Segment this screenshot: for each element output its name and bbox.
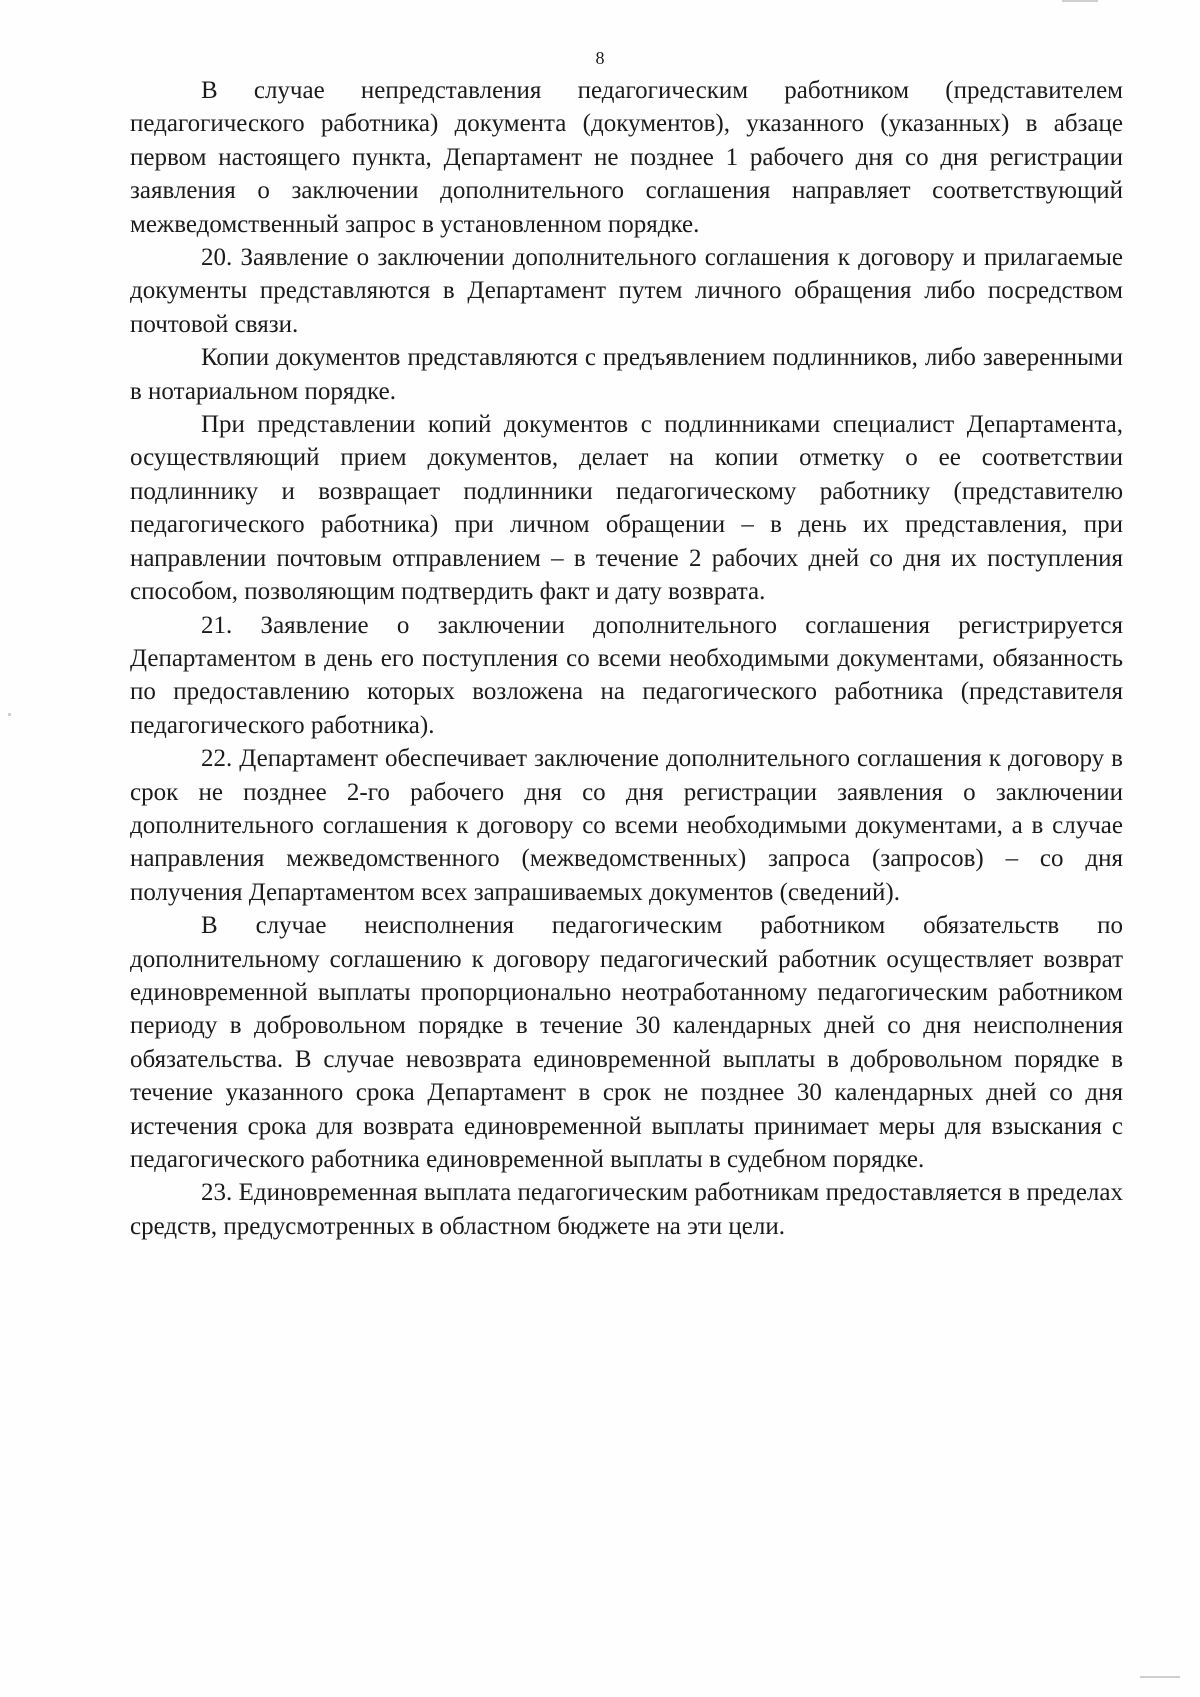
scan-artifact: [1062, 0, 1098, 2]
paragraph-interagency-request: В случае непредставления педагогическим работником (представителем педагогического работника) документа (документов), указанного (указанных) в абзаце первом настоящего пункта, Департамент не позднее 1 рабочего дня со дня регистрации заявления о заключении дополнительного соглашения направляет соответствующий межведомственный запрос в установленном порядке.: [130, 77, 1123, 238]
paragraph-23-budget: 23. Единовременная выплата педагогическим работникам предоставляется в пределах средств, предусмотренных в областном бюджете на эти цели.: [130, 1179, 1123, 1240]
paragraph-20-submission: 20. Заявление о заключении дополнительного соглашения к договору и прилагаемые документы представляются в Департамент путем личного обращения либо посредством почтовой связи.: [130, 244, 1123, 338]
paragraph-22-conclusion: 22. Департамент обеспечивает заключение дополнительного соглашения к договору в срок не позднее 2-го рабочего дня со дня регистрации заявления о заключении дополнительного соглашения к договору со всеми необходимыми документами, а в случае направления межведомственного (межведомственных) запроса (запросов) – со дня получения Департаментом всех запрашиваемых документов (сведений).: [130, 745, 1123, 906]
page-number: 8: [595, 48, 605, 68]
scan-artifact: [8, 713, 11, 716]
paragraph-copies-verification: При представлении копий документов с подлинниками специалист Департамента, осуществляющий прием документов, делает на копии отметку о ее соответствии подлиннику и возвращает подлинники педагогическому работнику (представителю педагогического работника) при личном обращении – в день их представления, при направлении почтовым отправлением – в течение 2 рабочих дней со дня их поступления способом, позволяющим подтвердить факт и дату возврата.: [130, 411, 1123, 606]
document-body: [130, 74, 1123, 1243]
paragraph-copies: Копии документов представляются с предъявлением подлинников, либо заверенными в нотариальном порядке.: [130, 344, 1123, 405]
scan-artifact: [1140, 1676, 1180, 1678]
paragraph-21-registration: 21. Заявление о заключении дополнительного соглашения регистрируется Департаментом в день его поступления со всеми необходимыми документами, обязанность по предоставлению которых возложена на педагогического работника (представителя педагогического работника).: [130, 611, 1123, 739]
paragraph-refund: В случае неисполнения педагогическим работником обязательств по дополнительному соглашению к договору педагогический работник осуществляет возврат единовременной выплаты пропорционально неотработанному педагогическим работником периоду в добровольном порядке в течение 30 календарных дней со дня неисполнения обязательства. В случае невозврата единовременной выплаты в добровольном порядке в течение указанного срока Департамент в срок не позднее 30 календарных дней со дня истечения срока для возврата единовременной выплаты принимает меры для взыскания с педагогического работника единовременной выплаты в судебном порядке.: [130, 912, 1123, 1173]
